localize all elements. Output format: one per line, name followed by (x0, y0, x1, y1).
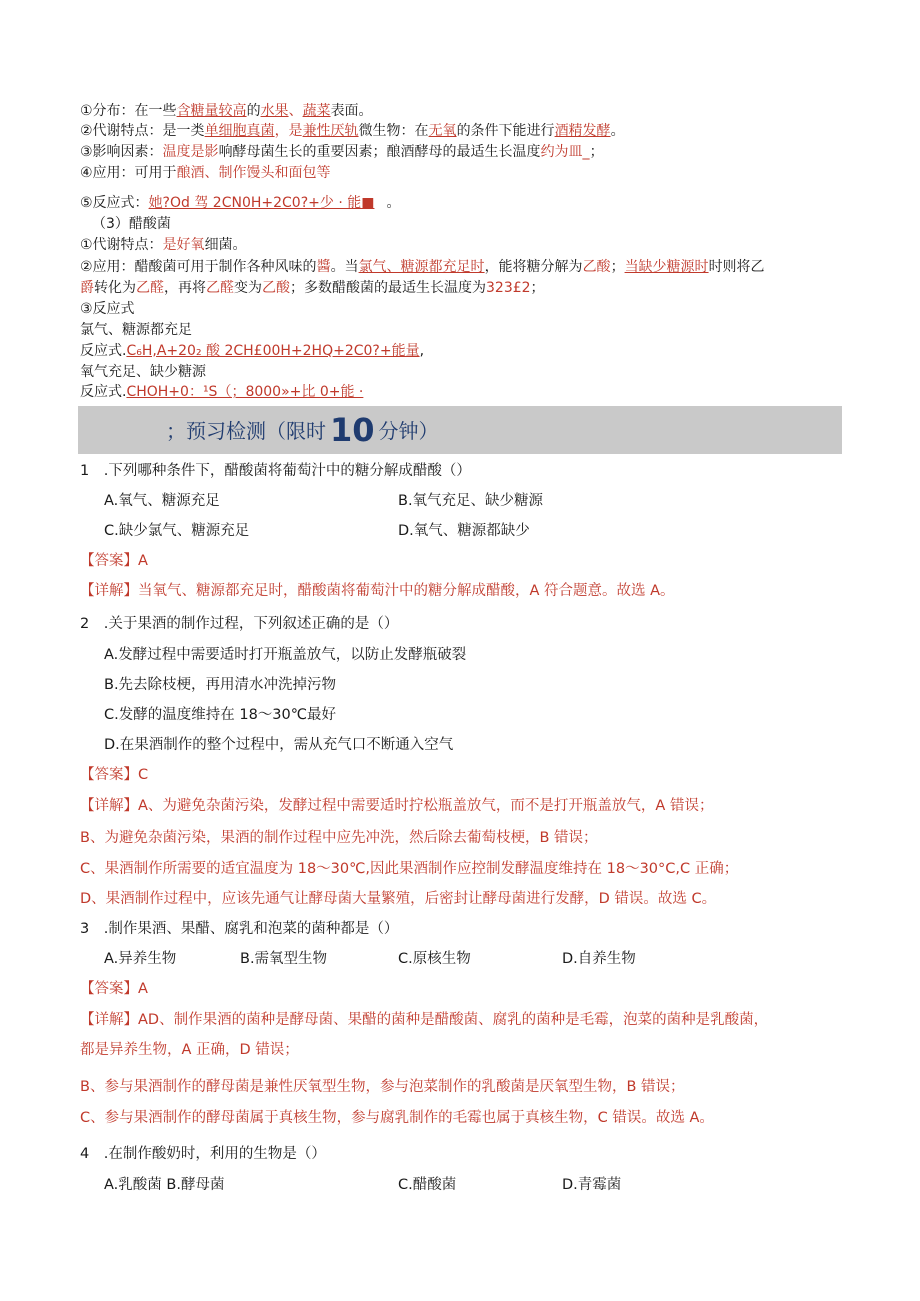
question-3-detail-1b: 都是异养生物，A 正确，D 错误； (80, 1042, 299, 1058)
condition-2: 氧气充足、缺少糖源 (80, 364, 206, 380)
intro-line-7: ①代谢特点：是好氧细菌。 (80, 237, 247, 253)
reaction-heading: ③反应式 (80, 301, 135, 317)
question-1-option-a: A.氧气、糖源充足 (104, 493, 220, 509)
question-1-detail: 【详解】当氧气、糖源都充足时，醋酸菌将葡萄汁中的糖分解成醋酸，A 符合题意。故选 A。 (80, 583, 675, 599)
question-4-stem: 4 .在制作酸奶时，利用的生物是（） (80, 1146, 326, 1162)
banner-title: ；预习检测（限时 10 分钟） (166, 411, 439, 449)
reaction-1: 反应式.C₆H,A+20₂ 酸 2CH£00H+2HQ+2C0?+能量, (80, 343, 425, 359)
question-1-option-d: D.氧气、糖源都缺少 (398, 523, 530, 539)
question-2-option-a: A.发酵过程中需要适时打开瓶盖放气，以防止发酵瓶破裂 (104, 647, 467, 663)
question-2-detail-4: D、果酒制作过程中，应该先通气让酵母菌大量繁殖，后密封让酵母菌进行发酵，D 错误。故选 C。 (80, 891, 717, 907)
question-1-answer: 【答案】A (80, 553, 148, 569)
condition-1: 氯气、糖源都充足 (80, 322, 192, 338)
intro-line-9: 爵转化为乙醛，再将乙醛变为乙酸；多数醋酸菌的最适生长温度为323£2； (80, 280, 545, 296)
question-2-detail-2: B、为避免杂菌污染，果酒的制作过程中应先冲洗，然后除去葡萄枝梗，B 错误； (80, 830, 598, 846)
question-2-detail-1: 【详解】A、为避免杂菌污染，发酵过程中需要适时拧松瓶盖放气，而不是打开瓶盖放气，A 错误； (80, 798, 714, 814)
question-3-option-b: B.需氧型生物 (240, 951, 328, 967)
question-3-detail-3: C、参与果酒制作的酵母菌属于真核生物，参与腐乳制作的毛霉也属于真核生物，C 错误。故选 A。 (80, 1110, 714, 1126)
section-banner (78, 406, 842, 454)
intro-line-8: ②应用：醋酸菌可用于制作各种风味的醬。当氯气、糖源都充足时，能将糖分解为乙酸；当缺少糖源时时则将乙 (80, 259, 765, 275)
question-1-stem: 1 .下列哪种条件下，醋酸菌将葡萄汁中的糖分解成醋酸（） (80, 463, 471, 479)
question-4-option-d: D.青霉菌 (562, 1177, 622, 1193)
intro-line-4: ④应用：可用于酿酒、制作馒头和面包等 (80, 165, 331, 181)
question-2-answer: 【答案】C (80, 767, 149, 783)
question-2-option-d: D.在果酒制作的整个过程中，需从充气口不断通入空气 (104, 737, 454, 753)
question-2-option-b: B.先去除枝梗，再用清水冲洗掉污物 (104, 677, 337, 693)
question-1-option-b: B.氧气充足、缺少糖源 (398, 493, 544, 509)
question-3-stem: 3 .制作果酒、果醋、腐乳和泡菜的菌种都是（） (80, 921, 399, 937)
question-2-option-c: C.发酵的温度维持在 18～30℃最好 (104, 707, 337, 723)
question-3-option-c: C.原核生物 (398, 951, 471, 967)
question-3-answer: 【答案】A (80, 981, 148, 997)
question-1-option-c: C.缺少氯气、糖源充足 (104, 523, 250, 539)
question-2-stem: 2 .关于果酒的制作过程，下列叙述正确的是（） (80, 616, 399, 632)
question-3-detail-2: B、参与果酒制作的酵母菌是兼性厌氧型生物，参与泡菜制作的乳酸菌是厌氧型生物，B 错误； (80, 1079, 685, 1095)
intro-line-5-reaction: ⑤反应式：她?Od 驾 2CN0H+2C0?+少 · 能■ 。 (80, 195, 401, 211)
section-heading-acetobacter: （3）醋酸菌 (92, 216, 171, 232)
intro-line-3: ③影响因素：温度是影响酵母菌生长的重要因素；酿酒酵母的最适生长温度约为皿_； (80, 144, 604, 160)
question-3-detail-1: 【详解】AD、制作果酒的菌种是酵母菌、果醋的菌种是醋酸菌、腐乳的菌种是毛霉，泡菜的菌种是乳酸菌， (80, 1012, 769, 1028)
intro-line-2: ②代谢特点：是一类单细胞真菌，是兼性厌轨微生物：在无氧的条件下能进行酒精发酵。 (80, 123, 625, 139)
question-2-detail-3: C、果酒制作所需要的适宜温度为 18～30℃,因此果酒制作应控制发酵温度维持在 18～30°C,C 正确； (80, 861, 739, 877)
question-3-option-d: D.自养生物 (562, 951, 636, 967)
intro-line-1: ①分布：在一些含糖量较高的水果、蔬菜表面。 (80, 103, 373, 119)
question-4-option-ab: A.乳酸菌 B.酵母菌 (104, 1177, 225, 1193)
reaction-2: 反应式.CHOH+0：¹S（；8000»+比 0+能 · (80, 384, 364, 400)
question-3-option-a: A.异养生物 (104, 951, 177, 967)
question-4-option-c: C.醋酸菌 (398, 1177, 457, 1193)
